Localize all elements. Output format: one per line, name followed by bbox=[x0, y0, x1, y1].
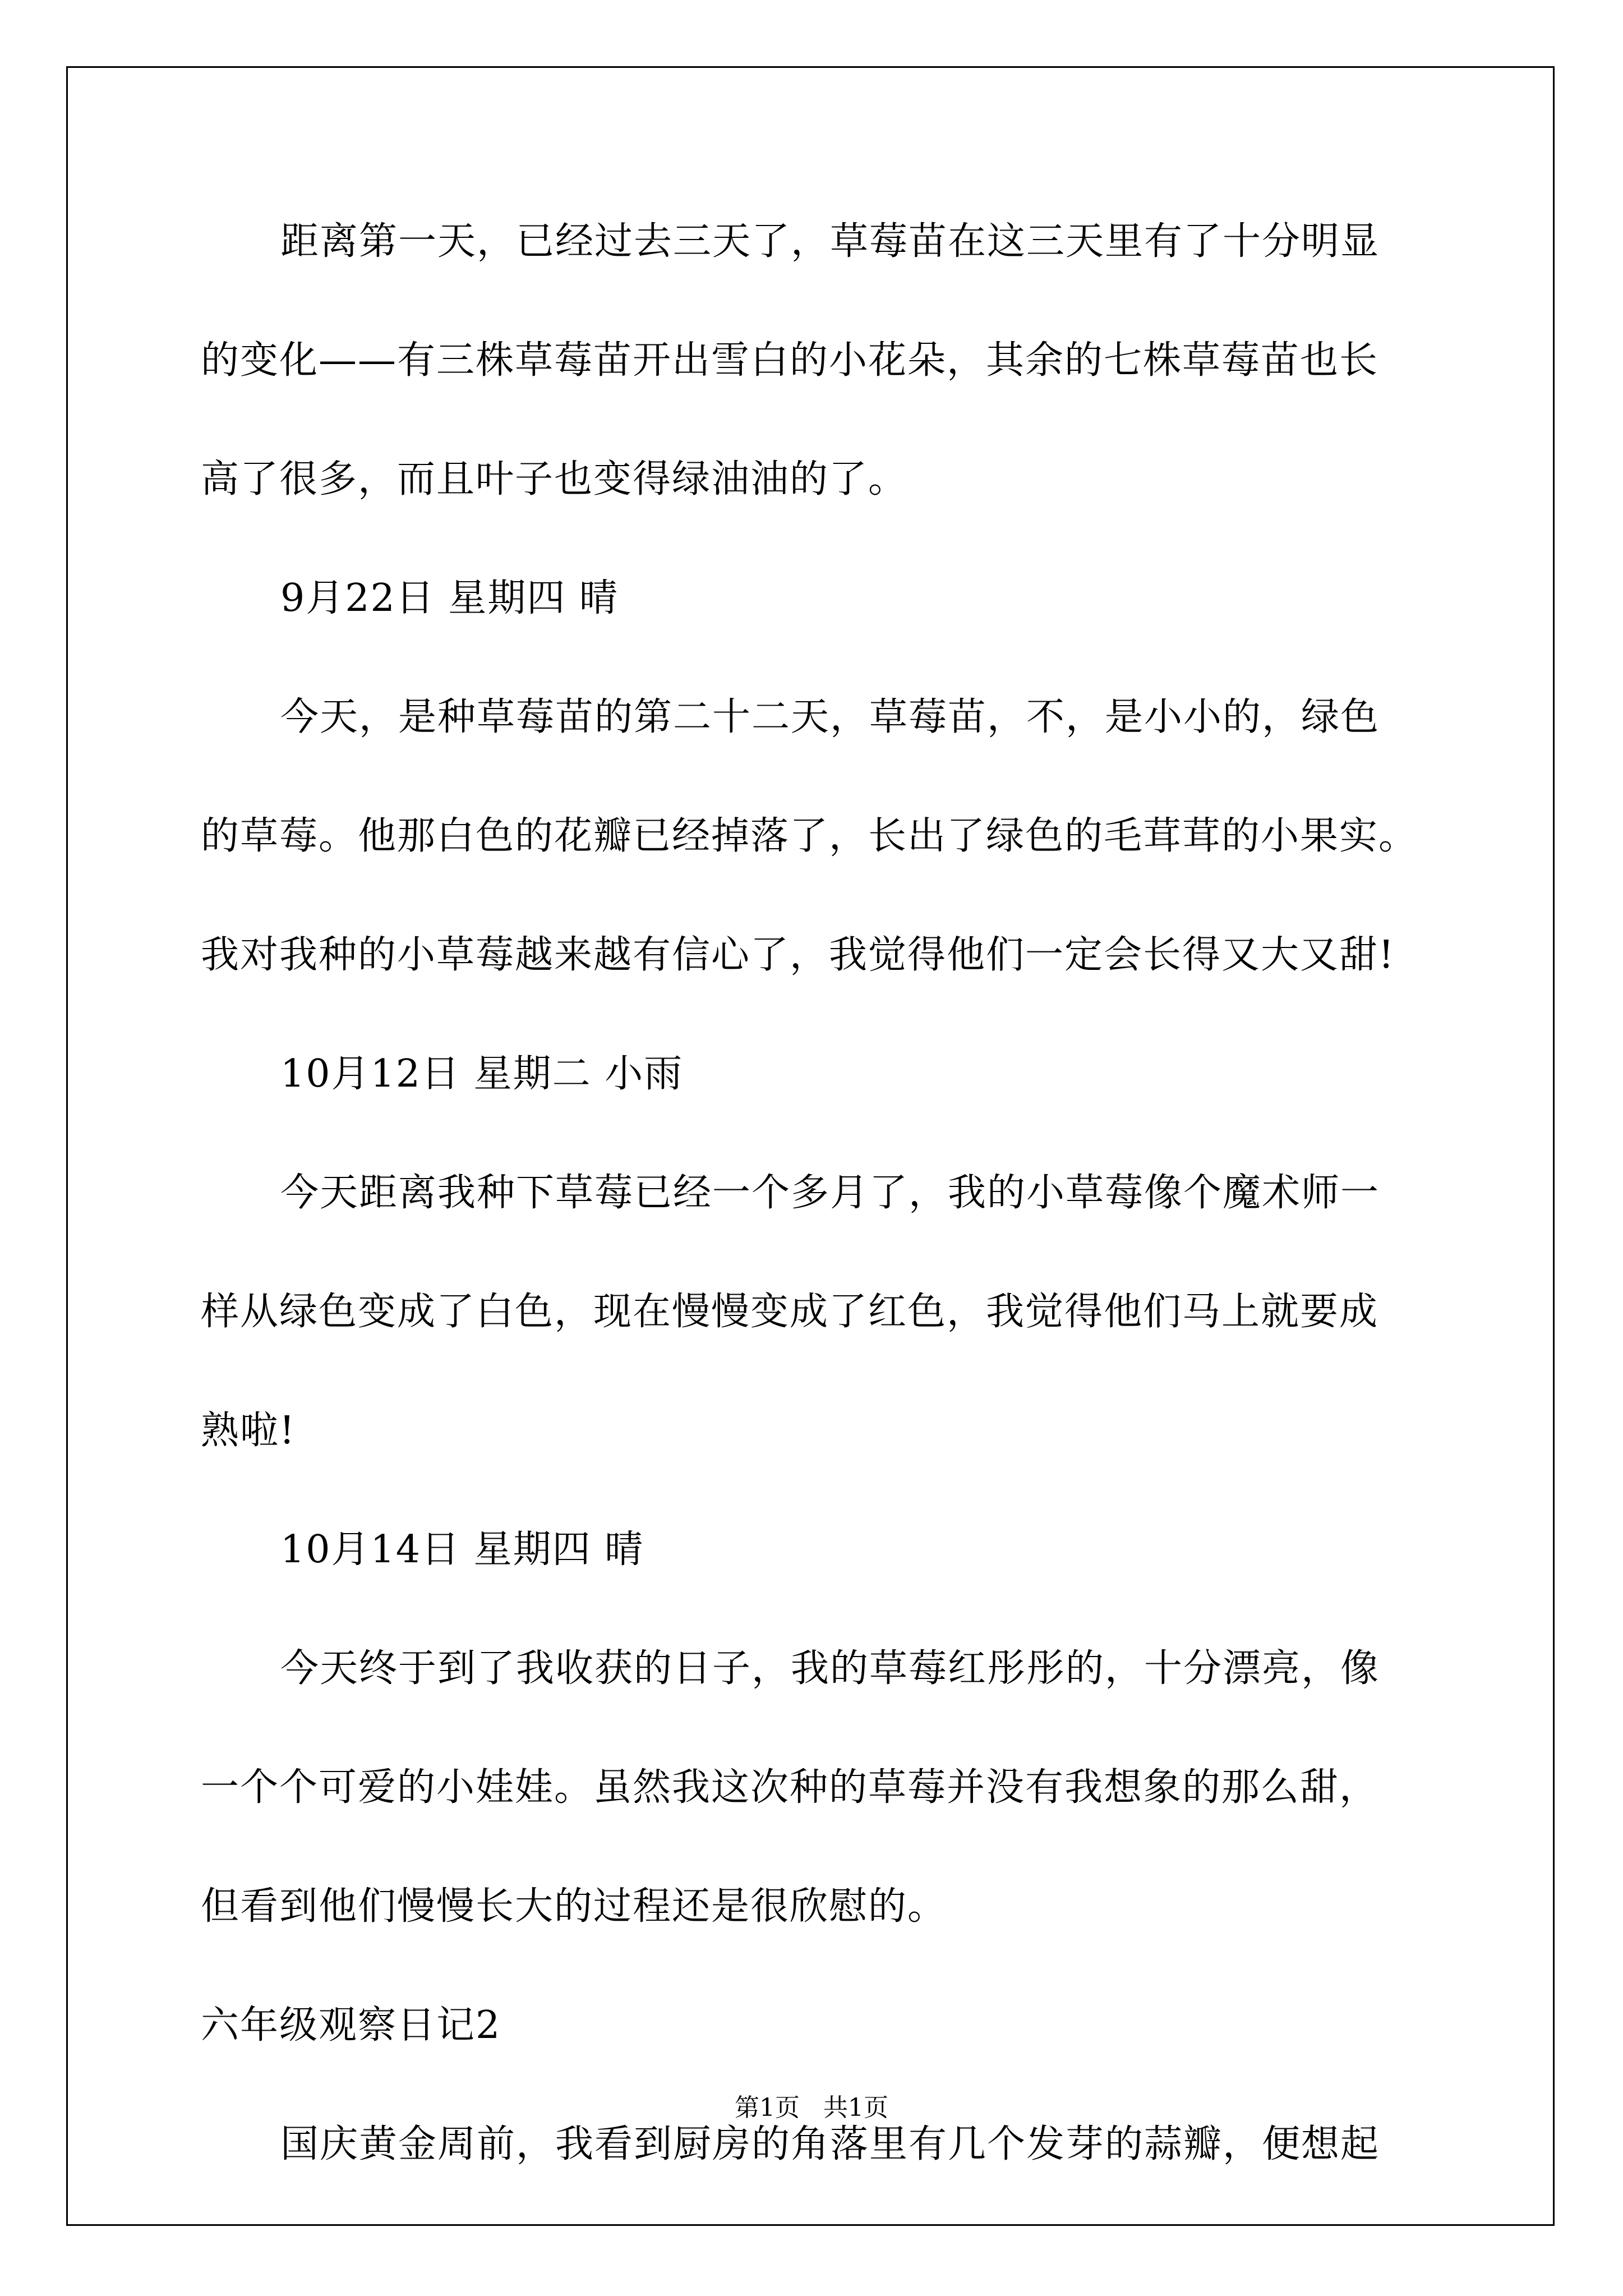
paragraph-line: 我对我种的小草莓越来越有信心了，我觉得他们一定会长得又大又甜! bbox=[201, 933, 1395, 977]
paragraph-line: 的变化——有三株草莓苗开出雪白的小花朵，其余的七株草莓苗也长 bbox=[201, 338, 1379, 383]
date-heading: 9月22日 星期四 晴 bbox=[280, 576, 619, 620]
paragraph-line: 但看到他们慢慢长大的过程还是很欣慰的。 bbox=[201, 1884, 947, 1929]
paragraph-line: 样从绿色变成了白色，现在慢慢变成了红色，我觉得他们马上就要成 bbox=[201, 1290, 1379, 1334]
page-footer: 第1页 共1页 bbox=[735, 2093, 888, 2122]
date-heading: 10月12日 星期二 小雨 bbox=[280, 1052, 684, 1096]
document-body bbox=[201, 219, 1440, 2240]
paragraph-line: 今天终于到了我收获的日子，我的草莓红彤彤的，十分漂亮，像 bbox=[280, 1646, 1380, 1691]
paragraph-line: 国庆黄金周前，我看到厨房的角落里有几个发芽的蒜瓣，便想起 bbox=[280, 2122, 1380, 2166]
paragraph-line: 今天距离我种下草莓已经一个多月了，我的小草莓像个魔术师一 bbox=[280, 1171, 1380, 1215]
section-title: 六年级观察日记2 bbox=[201, 2003, 501, 2047]
paragraph-line: 今天，是种草莓苗的第二十二天，草莓苗，不，是小小的，绿色 bbox=[280, 695, 1380, 739]
paragraph-line: 高了很多，而且叶子也变得绿油油的了。 bbox=[201, 457, 908, 501]
paragraph-line: 一个个可爱的小娃娃。虽然我这次种的草莓并没有我想象的那么甜， bbox=[201, 1765, 1379, 1810]
paragraph-line: 距离第一天，已经过去三天了，草莓苗在这三天里有了十分明显 bbox=[280, 219, 1380, 264]
paragraph-line: 熟啦! bbox=[201, 1409, 296, 1453]
date-heading: 10月14日 星期四 晴 bbox=[280, 1527, 644, 1572]
paragraph-line: 的草莓。他那白色的花瓣已经掉落了，长出了绿色的毛茸茸的小果实。 bbox=[201, 814, 1418, 858]
